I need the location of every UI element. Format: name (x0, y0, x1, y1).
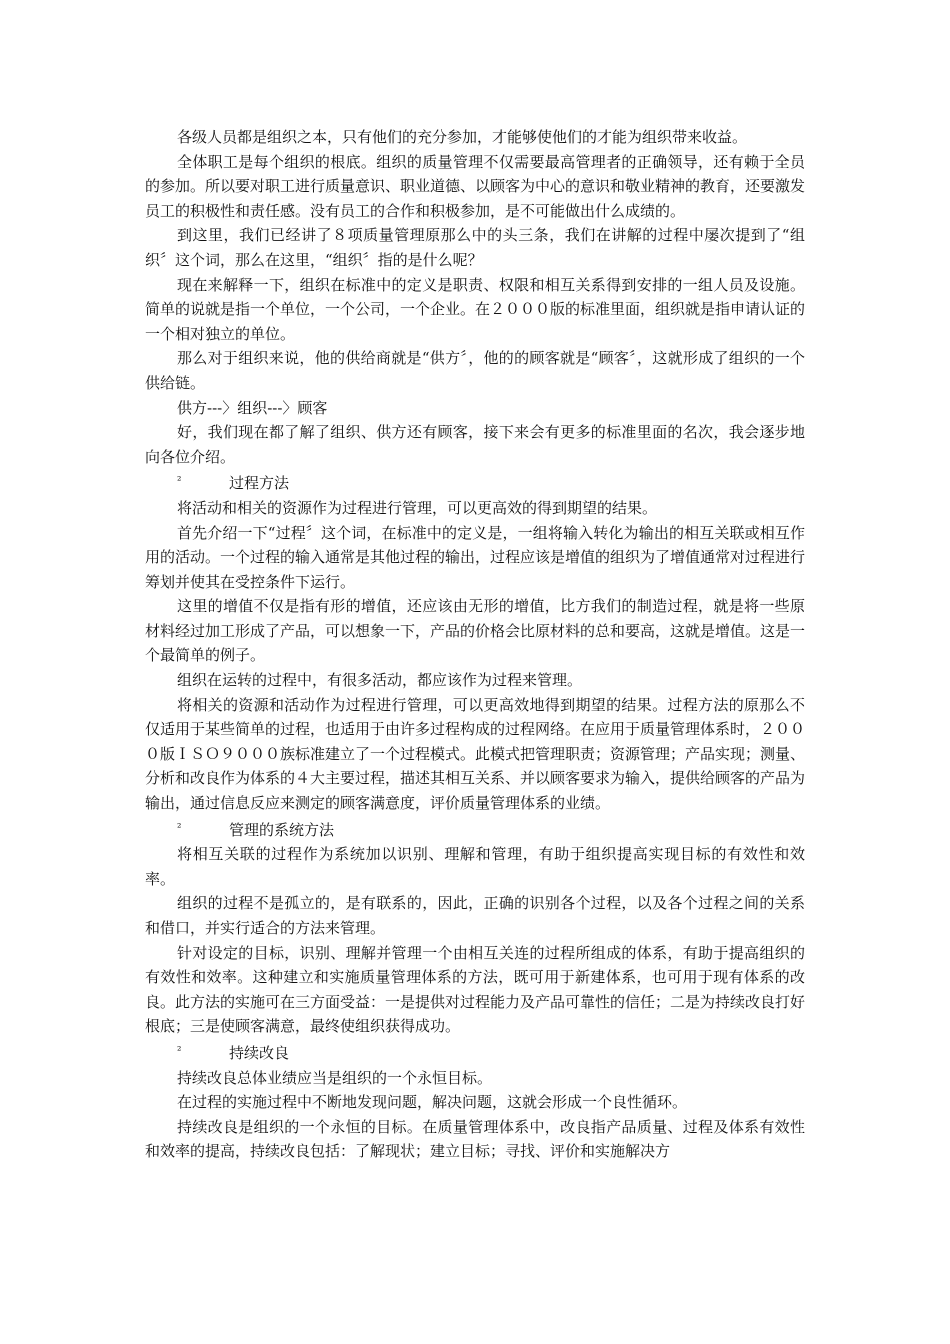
body-paragraph: 好，我们现在都了解了组织、供方还有顾客，接下来会有更多的标准里面的名次，我会逐步地向各位介绍。 (145, 423, 805, 466)
document-body (145, 125, 805, 1164)
body-paragraph: 在过程的实施过程中不断地发现问题，解决问题，这就会形成一个良性循环。 (177, 1093, 688, 1112)
body-paragraph: 组织在运转的过程中，有很多活动，都应该作为过程来管理。 (177, 671, 583, 690)
bullet-marker: ² (177, 1043, 182, 1057)
body-paragraph: 组织的过程不是孤立的，是有联系的，因此，正确的识别各个过程，以及各个过程之间的关系和借口，并实行适合的方法来管理。 (145, 894, 805, 937)
body-paragraph: 供方---〉组织---〉顾客 (177, 398, 328, 417)
body-paragraph: 这里的增值不仅是指有形的增值，还应该由无形的增值，比方我们的制造过程，就是将一些原材料经过加工形成了产品，可以想象一下，产品的价格会比原材料的总和要高，这就是增值。这是一个最简单的例子。 (145, 597, 806, 665)
body-paragraph: 将相互关联的过程作为系统加以识别、理解和管理，有助于组织提高实现目标的有效性和效率。 (145, 845, 805, 888)
body-paragraph: 持续改良总体业绩应当是组织的一个永恒目标。 (177, 1068, 493, 1087)
bullet-marker: ² (177, 820, 182, 834)
bullet-heading-text: 持续改良 (229, 1043, 290, 1062)
bullet-heading (145, 816, 805, 843)
body-paragraph: 持续改良是组织的一个永恒的目标。在质量管理体系中，改良指产品质量、过程及体系有效性和效率的提高，持续改良包括：了解现状；建立目标；寻找、评价和实施解决方 (145, 1117, 805, 1161)
body-paragraph: 全体职工是每个组织的根底。组织的质量管理不仅需要最高管理者的正确领导，还有赖于全员的参加。所以要对职工进行质量意识、职业道德、以顾客为中心的意识和敬业精神的教育，还要激发员工的积极性和责任感。没有员工的合作和积极参加，是不可能做出什么成绩的。 (145, 152, 806, 220)
body-paragraph: 现在来解释一下，组织在标准中的定义是职责、权限和相互关系得到安排的一组人员及设施。简单的说就是指一个单位，一个公司，一个企业。在２０００版的标准里面，组织就是指申请认证的一个相对独立的单位。 (145, 275, 806, 343)
bullet-heading-text: 过程方法 (229, 474, 290, 493)
bullet-heading (145, 469, 805, 496)
body-paragraph: 将活动和相关的资源作为过程进行管理，可以更高效的得到期望的结果。 (177, 498, 658, 517)
body-paragraph: 各级人员都是组织之本，只有他们的充分参加，才能够使他们的才能为组织带来收益。 (177, 128, 748, 146)
body-paragraph: 针对设定的目标，识别、理解并管理一个由相互关连的过程所组成的体系，有助于提高组织的有效性和效率。这种建立和实施质量管理体系的方法，既可用于新建体系，也可用于现有体系的改良。此方法的实施可在三方面受益：一是提供对过程能力及产品可靠性的信任；二是为持续改良打好根底；三是使顾客满意，最终使组织获得成功。 (145, 943, 806, 1036)
bullet-marker: ² (177, 474, 182, 488)
bullet-heading (145, 1039, 805, 1066)
body-paragraph: 首先介绍一下“过程〞这个词，在标准中的定义是，一组将输入转化为输出的相互关联或相互作用的活动。一个过程的输入通常是其他过程的输出，过程应该是增值的组织为了增值通常对过程进行筹划并使其在受控条件下运行。 (145, 523, 806, 591)
bullet-heading-text: 管理的系统方法 (229, 820, 335, 839)
body-paragraph: 到这里，我们已经讲了８项质量管理原那么中的头三条，我们在讲解的过程中屡次提到了“组织〞这个词，那么在这里，“组织〞指的是什么呢？ (145, 226, 805, 269)
body-paragraph: 那么对于组织来说，他的供给商就是“供方〞，他的的顾客就是“顾客〞，这就形成了组织的一个供给链。 (145, 349, 805, 392)
body-paragraph: 将相关的资源和活动作为过程进行管理，可以更高效地得到期望的结果。过程方法的原那么不仅适用于某些简单的过程，也适用于由许多过程构成的过程网络。在应用于质量管理体系时，２０００版ＩＳＯ９０００族标准建立了一个过程模式。此模式把管理职责；资源管理；产品实现；测量、分析和改良作为体系的４大主要过程，描述其相互关系、并以顾客要求为输入，提供给顾客的产品为输出，通过信息反应来测定的顾客满意度，评价质量管理体系的业绩。 (145, 695, 806, 813)
